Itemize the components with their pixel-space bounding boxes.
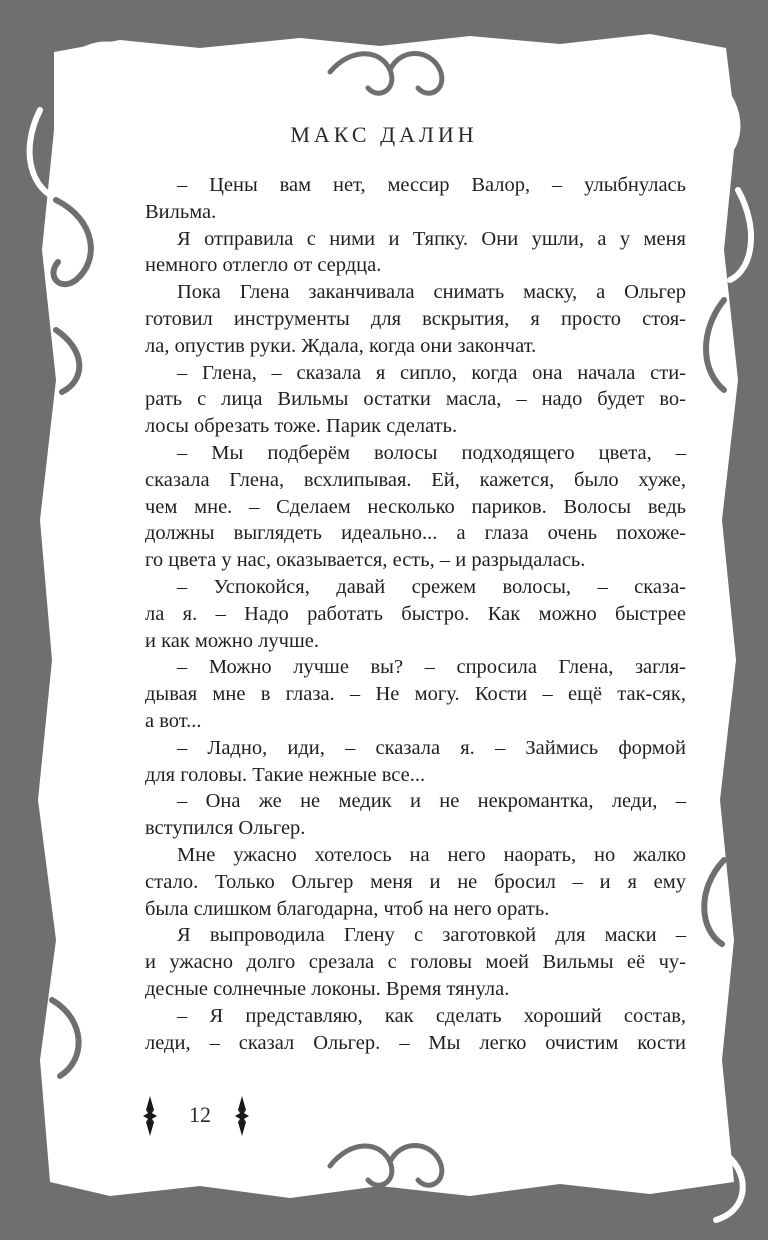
text-line: была слишком благодарна, чтоб на него орать. bbox=[145, 897, 550, 920]
body-text bbox=[145, 172, 686, 1056]
text-line: готовил инструменты для вскрытия, я просто стоя- bbox=[145, 307, 686, 330]
text-line: леди, – сказал Ольгер. – Мы легко очистим кости bbox=[145, 1031, 686, 1054]
text-line: го цвета у нас, оказывается, есть, – и разрыдалась. bbox=[145, 549, 586, 572]
text-line: и как можно лучше. bbox=[145, 629, 319, 652]
text-line: а вот... bbox=[145, 709, 202, 732]
text-line: вступился Ольгер. bbox=[145, 817, 306, 840]
text-line: – Можно лучше вы? – спросила Глена, загля- bbox=[177, 656, 686, 679]
running-header-author: МАКС ДАЛИН bbox=[290, 122, 478, 147]
text-line: дывая мне в глаза. – Не могу. Кости – ещё так-сяк, bbox=[145, 683, 686, 706]
text-line: рать с лица Вильмы остатки масла, – надо будет во- bbox=[145, 388, 686, 411]
text-line: Я выпроводила Глену с заготовкой для маски – bbox=[177, 924, 686, 947]
text-line: ла, опустив руки. Ждала, когда они закончат. bbox=[145, 334, 537, 357]
text-line: Пока Глена заканчивала снимать маску, а Ольгер bbox=[177, 281, 686, 304]
text-line: Мне ужасно хотелось на него наорать, но жалко bbox=[177, 843, 686, 866]
text-line: Я отправила с ними и Тяпку. Они ушли, а у меня bbox=[177, 227, 686, 250]
folio-right-diamond-icon bbox=[235, 1096, 249, 1136]
text-line: для головы. Такие нежные все... bbox=[145, 763, 426, 786]
text-line: должны выглядеть идеально... а глаза очень похоже- bbox=[145, 522, 686, 545]
page-number: 12 bbox=[189, 1102, 211, 1127]
text-line: ла я. – Надо работать быстро. Как можно быстрее bbox=[145, 602, 686, 625]
text-line: – Ладно, иди, – сказала я. – Займись формой bbox=[177, 736, 686, 759]
text-line: чем мне. – Сделаем несколько париков. Волосы ведь bbox=[145, 495, 686, 518]
text-line: – Мы подберём волосы подходящего цвета, – bbox=[177, 441, 686, 464]
text-line: Вильма. bbox=[145, 200, 217, 223]
folio-left-diamond-icon bbox=[143, 1096, 157, 1136]
text-line: немного отлегло от сердца. bbox=[145, 254, 382, 277]
text-line: – Она же не медик и не некромантка, леди, – bbox=[177, 790, 686, 813]
text-line: сказала Глена, всхлипывая. Ей, кажется, было хуже, bbox=[145, 468, 686, 491]
page-folio bbox=[140, 1096, 260, 1136]
text-line: – Цены вам нет, мессир Валор, – улыбнулась bbox=[177, 174, 686, 196]
text-line: – Глена, – сказала я сипло, когда она начала сти- bbox=[177, 361, 686, 384]
text-line: десные солнечные локоны. Время тянула. bbox=[145, 977, 510, 1000]
text-line: стало. Только Ольгер меня и не бросил – и я ему bbox=[145, 870, 686, 893]
text-line: и ужасно долго срезала с головы моей Вильмы её чу- bbox=[145, 951, 686, 974]
text-line: – Успокойся, давай срежем волосы, – сказа- bbox=[177, 575, 686, 598]
text-line: – Я представляю, как сделать хороший состав, bbox=[177, 1004, 686, 1027]
text-line: лосы обрезать тоже. Парик сделать. bbox=[145, 415, 458, 438]
